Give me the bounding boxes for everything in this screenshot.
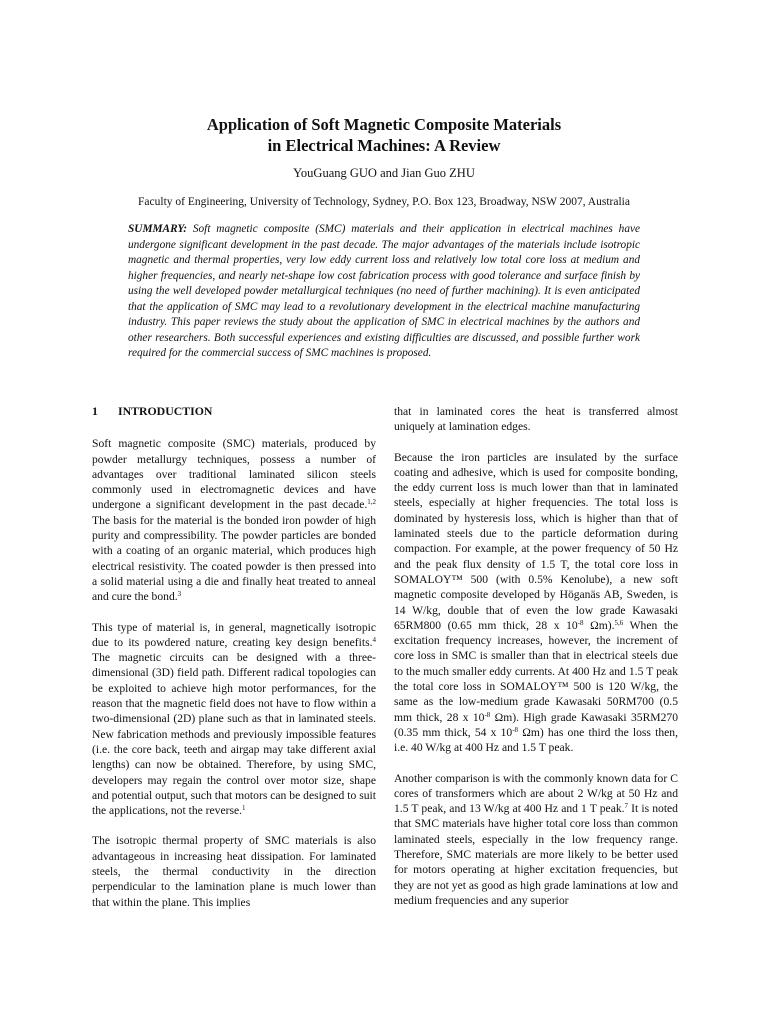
title-line-2: in Electrical Machines: A Review [267, 136, 501, 155]
section-heading [92, 404, 376, 419]
paragraph-text: When the excitation frequency increases, however, the increment of core loss in SMC is smaller than that in electrical steels due to the much smaller eddy currents. At 400 Hz and 1.5 T peak the total core loss in SOMALOY™ 500 is 120 W/kg, the same as the low-medium grade Kawasaki 50RM700 (0.5 mm thick, 28 x 10 [394, 618, 679, 724]
paragraph-text: This type of material is, in general, magnetically isotropic due to its powdered nature, creating key design benefits. [92, 620, 376, 649]
exponent: -8 [484, 710, 491, 719]
paragraph-text: The magnetic circuits can be designed with a three-dimensional (3D) field path. Different radical topologies can be exploited to achieve high motor performances, for the reason that the magnetic field does not have to flow within a two-dimensional (2D) plane such as that in laminated steels. New fabrication methods and previously impossible features (i.e. the core back, teeth and airgap may take different axial lengths) can now be obtained. Therefore, by using SMC, developers may regain the control over motor size, shape and potential output, such that motors can be designed to suit the applications, not the reverse. [92, 651, 376, 818]
author-list: YouGuang GUO and Jian Guo ZHU [293, 166, 475, 180]
summary-label: SUMMARY: [128, 223, 188, 235]
paragraph [394, 771, 678, 909]
unit-ohm-metre: Ωm). [583, 618, 615, 632]
affiliation: Faculty of Engineering, University of Technology, Sydney, P.O. Box 123, Broadway, NSW 2007, Australia [138, 196, 630, 208]
paragraph: that in laminated cores the heat is transferred almost uniquely at lamination edges. [394, 405, 678, 434]
section-title: INTRODUCTION [118, 404, 213, 418]
citation-ref: 4 [372, 635, 376, 644]
paragraph-text: has one third the loss then, i.e. 40 W/kg at 400 Hz and 1.5 T peak. [394, 725, 678, 755]
paper-title [0, 114, 768, 156]
paragraph-text: The basis for the material is the bonded iron powder of high purity and compressibility. The powder particles are bonded with a coating of an organic material, which produces high electrical resistivity. The coated powder is then pressed into a solid material using a die and finally heat treated to anneal and cure the bond. [92, 513, 376, 604]
paragraph [92, 436, 376, 604]
paragraph [394, 450, 678, 756]
citation-ref: 7 [624, 802, 629, 811]
paragraph-text: Soft magnetic composite (SMC) materials, produced by powder metallurgy techniques, possess a number of advantages over traditional laminated silicon steels commonly used in electromagnetic devices and have undergone a significant development in the past decade. [92, 437, 376, 512]
unit-ohm-metre: Ωm) [518, 725, 544, 739]
paragraph: The isotropic thermal property of SMC materials is also advantageous in increasing heat dissipation. For laminated steels, the thermal conductivity in the direction perpendicular to the lamination plane is much lower than that within the plane. This implies [92, 834, 376, 909]
paragraph-text: Because the iron particles are insulated by the surface coating and adhesive, which is used for composite bonding, the eddy current loss is much lower than that in laminated steels, especially at higher frequencies. The total loss is dominated by hysteresis loss, which is higher than that of laminated steels due to the particle deformation during compaction. For example, at the power frequency of 50 Hz and the peak flux density of 1.5 T, the total core loss in SOMALOY™ 500 (with 0.5% Kenolube), a new soft magnetic composite developed by Höganäs AB, Sweden, is 14 W/kg, double that of even the low grade Kawasaki 65RM800 (0.65 mm thick, 28 x 10 [394, 450, 678, 632]
exponent: -8 [512, 725, 519, 734]
section-number: 1 [92, 404, 98, 418]
paragraph-text: Another comparison is with the commonly known data for C cores of transformers which are about 2 W/kg at 50 Hz and 1.5 T peak, and 13 W/kg at 400 Hz and 1 T peak. [394, 771, 678, 816]
paragraph-text: It is noted that SMC materials have higher total core loss than common laminated steels, especially in the low frequency range. Therefore, SMC materials are more likely to be better used for motors operating at higher excitation frequencies, but they are not yet as good as high grade laminations at low and medium frequencies and any superior [394, 802, 678, 907]
citation-ref: 1 [242, 804, 246, 813]
left-column [92, 404, 376, 910]
right-column [394, 404, 678, 908]
title-line-1: Application of Soft Magnetic Composite Materials [206, 115, 562, 134]
unit-ohm-metre: Ωm). High grade Kawasaki 35RM270 (0.35 mm thick, 54 x 10 [394, 710, 679, 739]
citation-ref: 5,6 [614, 618, 624, 627]
summary-abstract [128, 222, 640, 362]
exponent: -8 [577, 618, 584, 627]
citation-ref: 1,2 [367, 498, 376, 507]
summary-text: Soft magnetic composite (SMC) materials and their application in electrical machines have undergone significant development in the past decade. The major advantages of the materials include isotropic magnetic and thermal properties, very low eddy current loss and relatively low total core loss at medium and higher frequencies, and nearly net-shape low cost fabrication process with good tolerance and surface finish by using the well developed powder metallurgical techniques (no need of further machining). It is even anticipated that the application of SMC may lead to a revolutionary development in the electrical machine manufacturing industry. This paper reviews the study about the application of SMC in electrical machines by the authors and other researchers. Both successful experiences and existing difficulties are discussed, and possible further work required for the commercial success of SMC machines is proposed. [128, 223, 640, 359]
paragraph [92, 620, 376, 819]
citation-ref: 3 [177, 590, 182, 599]
